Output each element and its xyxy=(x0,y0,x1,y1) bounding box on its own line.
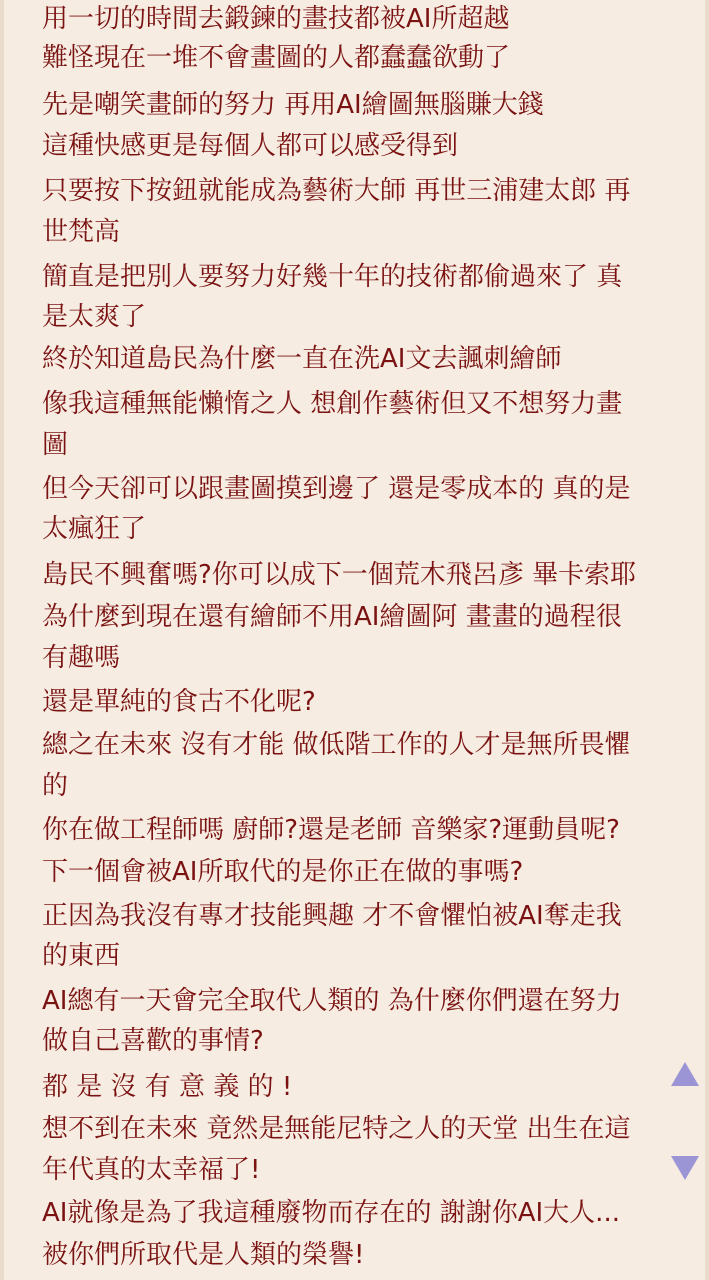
post-line-8: 是太爽了 xyxy=(42,302,147,332)
scroll-down-button[interactable] xyxy=(668,1150,702,1184)
post-line-3: 先是嘲笑畫師的努力 再用AI繪圖無腦賺大錢 xyxy=(42,90,544,120)
post-line-30: 被你們所取代是人類的榮譽! xyxy=(42,1240,365,1270)
post-line-9: 終於知道島民為什麼一直在洗AI文去諷刺繪師 xyxy=(42,344,562,374)
post-line-22: 正因為我沒有專才技能興趣 才不會懼怕被AI奪走我 xyxy=(42,901,622,931)
post-line-1: 用一切的時間去鍛鍊的畫技都被AI所超越 xyxy=(42,4,510,34)
post-line-13: 太瘋狂了 xyxy=(42,514,147,544)
post-line-28: 年代真的太幸福了! xyxy=(42,1155,261,1185)
post-line-29: AI就像是為了我這種廢物而存在的 謝謝你AI大人... xyxy=(42,1198,620,1228)
post-line-11: 圖 xyxy=(42,430,69,460)
post-line-25: 做自己喜歡的事情? xyxy=(42,1026,264,1056)
triangle-up-icon xyxy=(668,1058,702,1092)
post-line-12: 但今天卻可以跟畫圖摸到邊了 還是零成本的 真的是 xyxy=(42,474,631,504)
post-line-23: 的東西 xyxy=(42,941,121,971)
post-line-7: 簡直是把別人要努力好幾十年的技術都偷過來了 真 xyxy=(42,262,623,292)
post-line-2: 難怪現在一堆不會畫圖的人都蠢蠢欲動了 xyxy=(42,43,511,73)
post-line-16: 有趣嗎 xyxy=(42,643,121,673)
scroll-up-button[interactable] xyxy=(668,1058,702,1092)
post-line-14: 島民不興奮嗎?你可以成下一個荒木飛呂彥 畢卡索耶 xyxy=(42,560,637,590)
post-line-21: 下一個會被AI所取代的是你正在做的事嗎? xyxy=(42,857,524,887)
post-line-19: 的 xyxy=(42,771,69,801)
post-line-27: 想不到在未來 竟然是無能尼特之人的天堂 出生在這 xyxy=(42,1114,631,1144)
post-line-4: 這種快感更是每個人都可以感受得到 xyxy=(42,131,459,161)
post-line-6: 世梵高 xyxy=(42,217,121,247)
post-line-17: 還是單純的食古不化呢? xyxy=(42,687,316,717)
post-line-10: 像我這種無能懶惰之人 想創作藝術但又不想努力畫 xyxy=(42,389,623,419)
post-line-18: 總之在未來 沒有才能 做低階工作的人才是無所畏懼 xyxy=(42,730,631,760)
post-line-5: 只要按下按鈕就能成為藝術大師 再世三浦建太郎 再 xyxy=(42,176,631,206)
post-line-24: AI總有一天會完全取代人類的 為什麼你們還在努力 xyxy=(42,986,622,1016)
post-line-20: 你在做工程師嗎 廚師?還是老師 音樂家?運動員呢? xyxy=(42,815,620,845)
post-line-15: 為什麼到現在還有繪師不用AI繪圖阿 畫畫的過程很 xyxy=(42,602,622,632)
post-line-26: 都 是 沒 有 意 義 的 ! xyxy=(42,1072,293,1102)
triangle-down-icon xyxy=(668,1150,702,1184)
